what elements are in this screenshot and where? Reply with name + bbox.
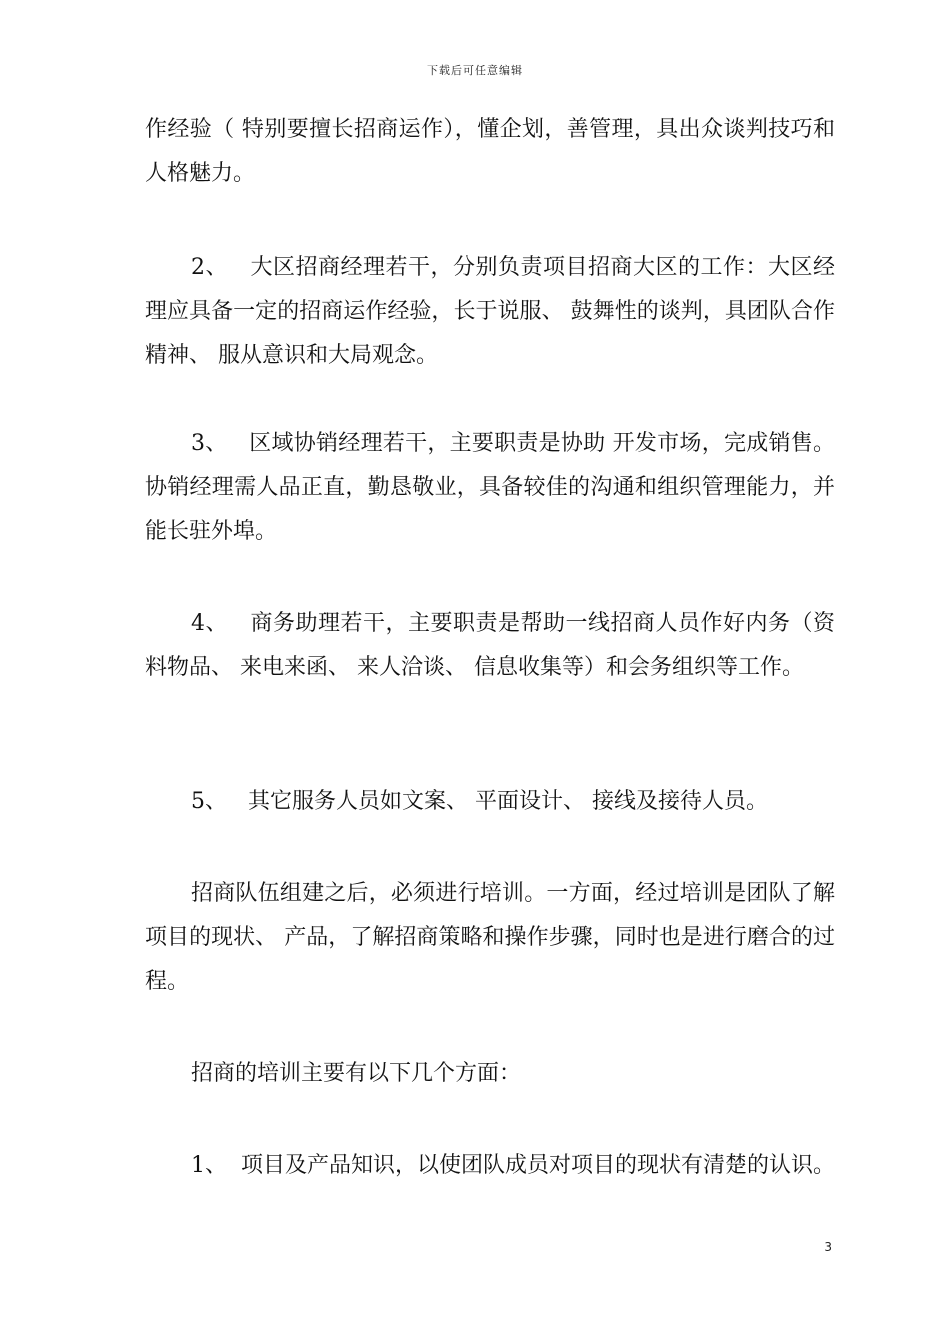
paragraph-training-intro [145, 872, 835, 1004]
paragraph-text: 商务助理若干，主要职责是帮助一线招商人员作好内务（资料物品、 来电来函、 来人洽谈、 信息收集等）和会务组织等工作。 [145, 611, 835, 680]
list-number: 5、 [191, 789, 227, 814]
list-number: 1、 [191, 1153, 227, 1178]
paragraph-other-staff [145, 780, 835, 824]
paragraph-text: 其它服务人员如文案、 平面设计、 接线及接待人员。 [227, 789, 768, 814]
paragraph-regional-manager [145, 246, 835, 378]
paragraph-text: 招商的培训主要有以下几个方面： [191, 1061, 522, 1086]
paragraph-text: 项目及产品知识，以使团队成员对项目的现状有清楚的认识。 [227, 1153, 835, 1178]
paragraph-text: 大区招商经理若干，分别负责项目招商大区的工作：大区经理应具备一定的招商运作经验，长于说服、 鼓舞性的谈判，具团队合作精神、 服从意识和大局观念。 [145, 255, 835, 368]
list-number: 3、 [191, 431, 228, 456]
list-number: 2、 [191, 255, 228, 280]
paragraph-text: 招商队伍组建之后，必须进行培训。一方面，经过培训是团队了解项目的现状、 产品，了解招商策略和操作步骤，同时也是进行磨合的过程。 [145, 881, 835, 994]
list-number: 4、 [191, 611, 228, 636]
page-number: 3 [824, 1240, 832, 1254]
paragraph-business-assistant [145, 602, 835, 690]
paragraph-intro-continuation [145, 108, 835, 196]
paragraph-text: 作经验（ 特别要擅长招商运作），懂企划，善管理，具出众谈判技巧和人格魅力。 [145, 117, 835, 186]
paragraph-product-knowledge [145, 1144, 835, 1188]
paragraph-training-aspects [145, 1052, 835, 1096]
paragraph-text: 区域协销经理若干，主要职责是协助 开发市场，完成销售。协销经理需人品正直，勤恳敬业，具备较佳的沟通和组织管理能力，并能长驻外埠。 [145, 431, 835, 544]
page-header-note: 下载后可任意编辑 [427, 64, 523, 77]
paragraph-sales-assistant-manager [145, 422, 835, 554]
